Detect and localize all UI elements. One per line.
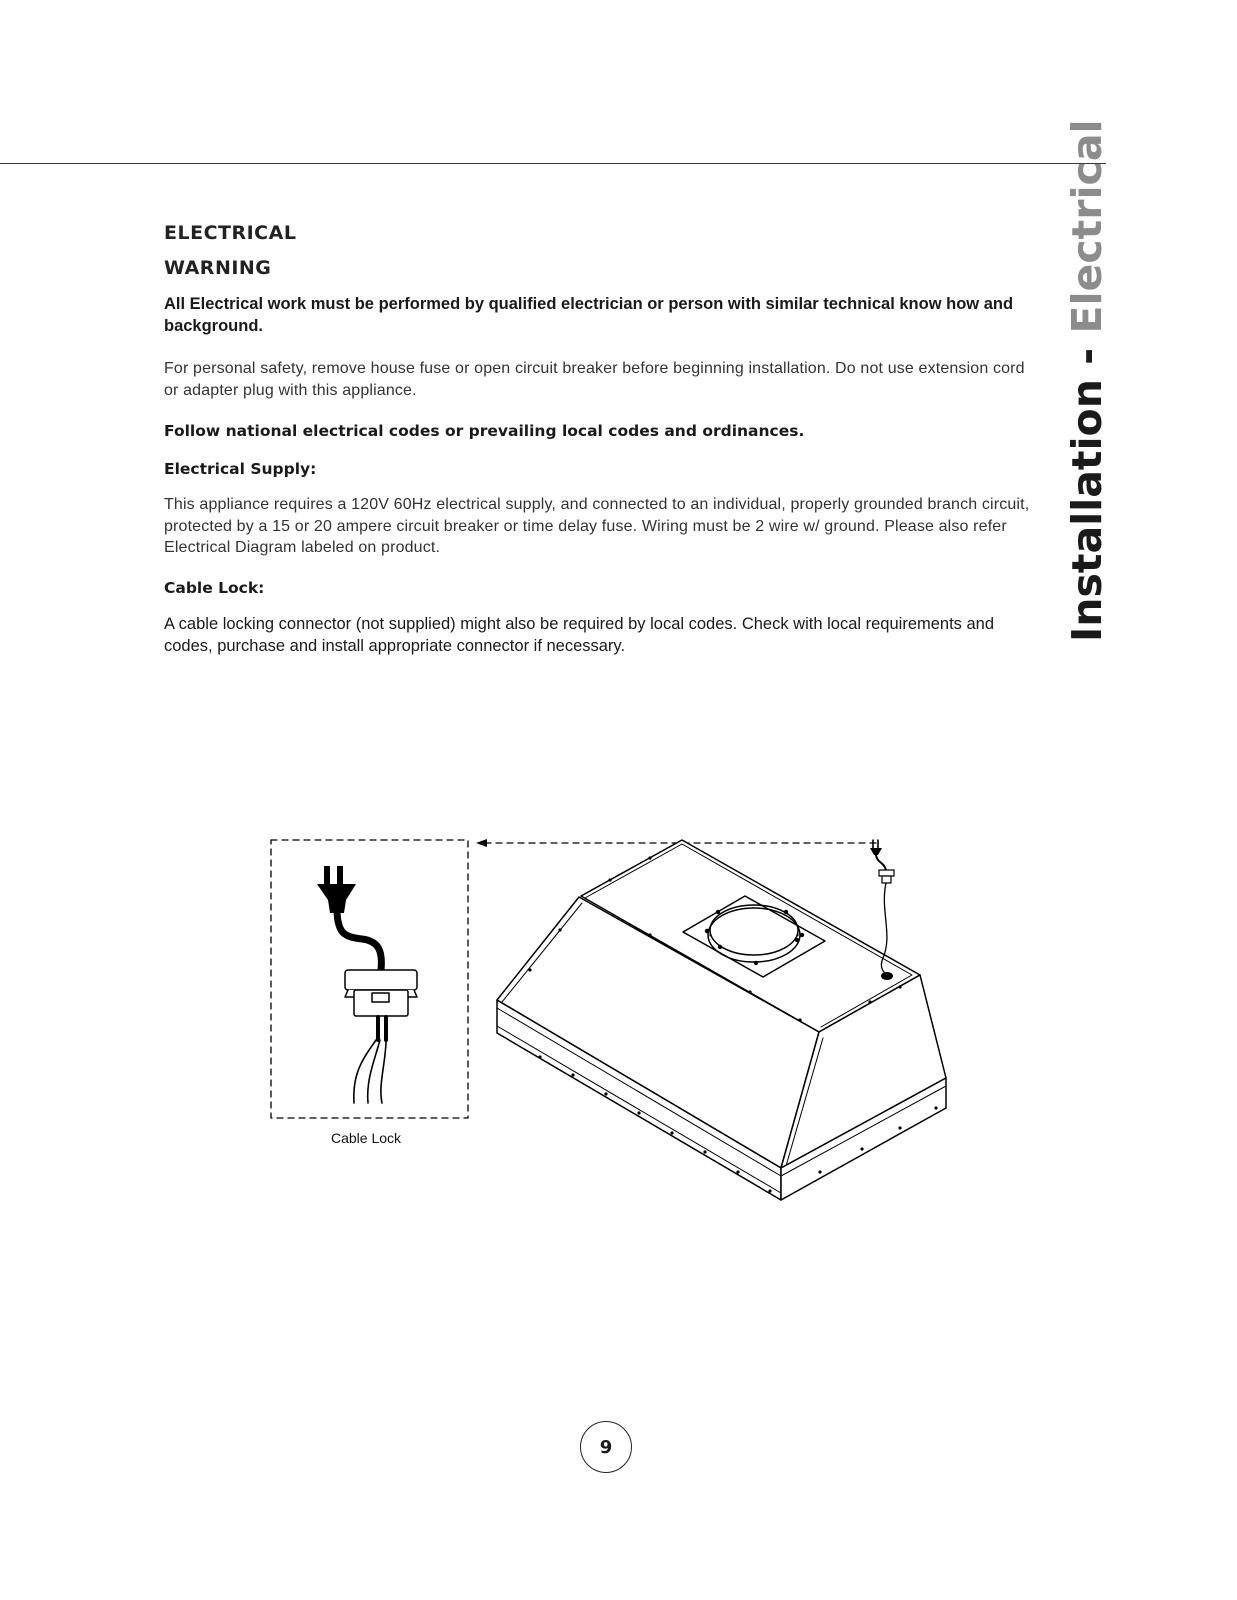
diagram-caption: Cable Lock <box>331 1130 402 1146</box>
page-number-text: 9 <box>599 1436 613 1458</box>
range-hood-illustration <box>497 840 946 1200</box>
warning-text: All Electrical work must be performed by qualified electrician or person with similar technical know how and background. <box>164 295 1014 335</box>
side-title-part1: Installation - <box>1063 333 1111 642</box>
range-hood-diagram <box>260 825 960 1210</box>
warning-heading: WARNING <box>164 257 272 279</box>
codes-text: Follow national electrical codes or prevailing local codes and ordinances. <box>164 422 805 440</box>
header-rule <box>0 163 1106 164</box>
plug-icon <box>317 866 381 970</box>
cable-lock-text: A cable locking connector (not supplied) might also be required by local codes. Check with local requirements and codes, purchase and install appropriate connector if necessary. <box>164 614 995 655</box>
side-section-title <box>1063 119 1111 642</box>
safety-text: For personal safety, remove house fuse or open circuit breaker before beginning installation. Do not use extension cord or adapter plug with this appliance. <box>164 360 1025 399</box>
section-heading: ELECTRICAL <box>164 222 297 244</box>
cable-lock-connector-icon <box>345 970 417 1103</box>
page-number <box>580 1421 632 1473</box>
supply-text: This appliance requires a 120V 60Hz electrical supply, and connected to an individual, properly grounded branch circuit, protected by a 15 or 20 ampere circuit breaker or time delay fuse. Wiring must be 2 wire w/ ground. Please also refer Electrical Diagram labeled on product. <box>164 496 1030 556</box>
cable-lock-subheading: Cable Lock: <box>164 578 265 597</box>
supply-subheading: Electrical Supply: <box>164 460 317 478</box>
electrical-section <box>164 222 1034 657</box>
side-title-part2: Electrical <box>1063 119 1111 334</box>
